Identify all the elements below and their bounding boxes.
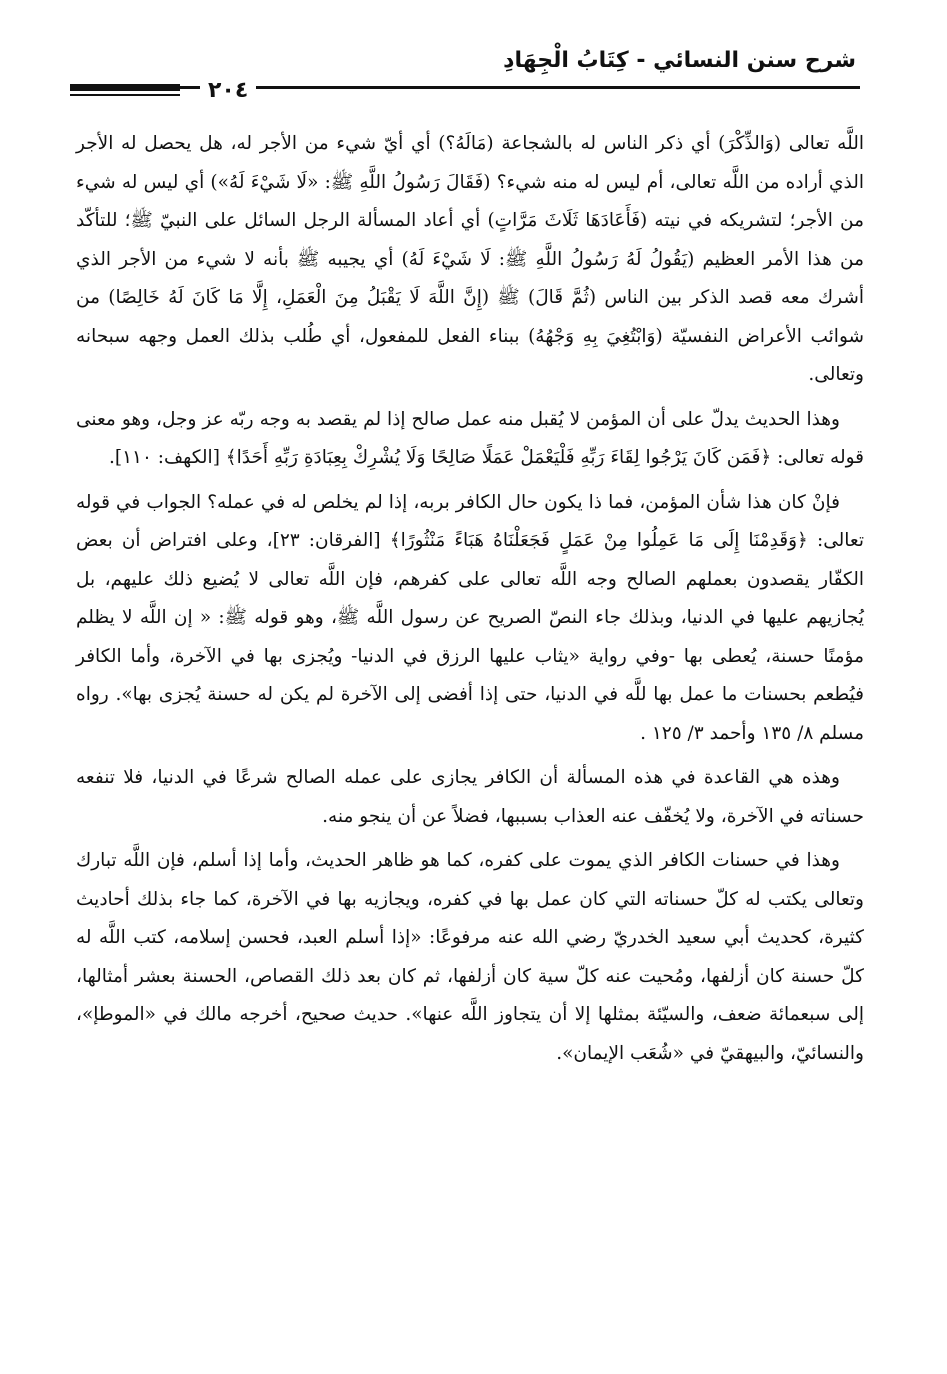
- header-rule: [70, 86, 860, 89]
- page-header: [70, 48, 860, 110]
- paragraph-1: اللَّه تعالى (وَالذِّكْرَ) أي ذكر الناس له بالشجاعة (مَالَهُ؟) أي أيّ شيء من الأجر له، هل يحصل له الأجر الذي أراده من اللَّه تعالى، أم ليس له منه شيء؟ (فَقَالَ رَسُولُ اللَّهِ ﷺ: «لَا شَيْءَ لَهُ») أي ليس له شيء من الأجر؛ لتشريكه في نيته (فَأَعَادَهَا ثَلَاثَ مَرَّاتٍ) أي أعاد المسألة الرجل السائل على النبيّ ﷺ؛ للتأكّد من هذا الأمر العظيم (يَقُولُ لَهُ رَسُولُ اللَّهِ ﷺ: لَا شَيْءَ لَهُ) أي يجيبه ﷺ بأنه لا شيء من الأجر الذي أشرك معه قصد الذكر بين الناس (ثُمَّ قَالَ) ﷺ (إِنَّ اللَّهَ لَا يَقْبَلُ مِنَ الْعَمَلِ، إِلَّا مَا كَانَ لَهُ خَالِصًا) من شوائب الأعراض النفسيّة (وَابْتُغِيَ بِهِ وَجْهُهُ) ببناء الفعل للمفعول، أي طُلب بذلك العمل وجهه سبحانه وتعالى.: [76, 133, 864, 385]
- body-text: [76, 125, 864, 1079]
- paragraph-4: وهذه هي القاعدة في هذه المسألة أن الكافر يجازى على عمله الصالح شرعًا في الدنيا، فلا تنفعه حسناته في الآخرة، ولا يُخفّف عنه العذاب بسببها، فضلاً عن أن ينجو منه.: [76, 767, 864, 827]
- paragraph-2: وهذا الحديث يدلّ على أن المؤمن لا يُقبل منه عمل صالح إذا لم يقصد به وجه ربّه عز وجل، وهو معنى قوله تعالى: ﴿فَمَن كَانَ يَرْجُوا لِقَاءَ رَبِّهِ فَلْيَعْمَلْ عَمَلًا صَالِحًا وَلَا يُشْرِكْ بِعِبَادَةِ رَبِّهِ أَحَدًا﴾ [الكهف: ١١٠].: [76, 408, 864, 468]
- paragraph-5: وهذا في حسنات الكافر الذي يموت على كفره، كما هو ظاهر الحديث، وأما إذا أسلم، فإن اللَّه تبارك وتعالى يكتب له كلّ حسناته التي كان عمل بها في كفره، ويجازيه بها في الآخرة، كما جاء بذلك أحاديث كثيرة، كحديث أبي سعيد الخدريّ رضي الله عنه مرفوعًا: «إذا أسلم العبد، فحسن إسلامه، كتب اللَّه له كلّ حسنة كان أزلفها، ومُحيت عنه كلّ سية كان أزلفها، ثم كان بعد ذلك القصاص، الحسنة بعشر أمثالها، إلى سبعمائة ضعف، والسيّئة بمثلها إلا أن يتجاوز اللَّه عنها». حديث صحيح، أخرجه مالك في «الموطإ»، والنسائيّ، والبيهقيّ في «شُعَب الإيمان».: [76, 850, 864, 1064]
- paragraph-3: فإنْ كان هذا شأن المؤمن، فما ذا يكون حال الكافر بربه، إذا لم يخلص له في عمله؟ الجواب في قوله تعالى: ﴿وَقَدِمْنَا إِلَى مَا عَمِلُوا مِنْ عَمَلٍ فَجَعَلْنَاهُ هَبَاءً مَنْثُورًا﴾ [الفرقان: ٢٣]، وعلى افتراض أن بعض الكفّار يقصدون بعملهم الصالح وجه اللَّه تعالى على كفرهم، فإن اللَّه تعالى لا يُضيع ذلك عليهم، بل يُجازيهم عليها في الدنيا، وبذلك جاء النصّ الصريح عن رسول اللَّه ﷺ، وهو قوله ﷺ: « إن اللَّه لا يظلم مؤمنًا حسنة، يُعطى بها -وفي رواية «يثاب عليها الرزق في الدنيا- ويُجزى بها في الآخرة، وأما الكافر فيُطعم بحسنات ما عمل بها للَّه في الدنيا، حتى إذا أفضى إلى الآخرة لم يكن له حسنة يُجزى بها». رواه مسلم ٨/ ١٣٥ وأحمد ٣/ ١٢٥ .: [76, 491, 864, 744]
- running-title: شرح سنن النسائي - كِتَابُ الْجِهَادِ: [503, 48, 856, 73]
- page-number-rule: [70, 84, 180, 99]
- page-number: ٢٠٤: [200, 78, 256, 103]
